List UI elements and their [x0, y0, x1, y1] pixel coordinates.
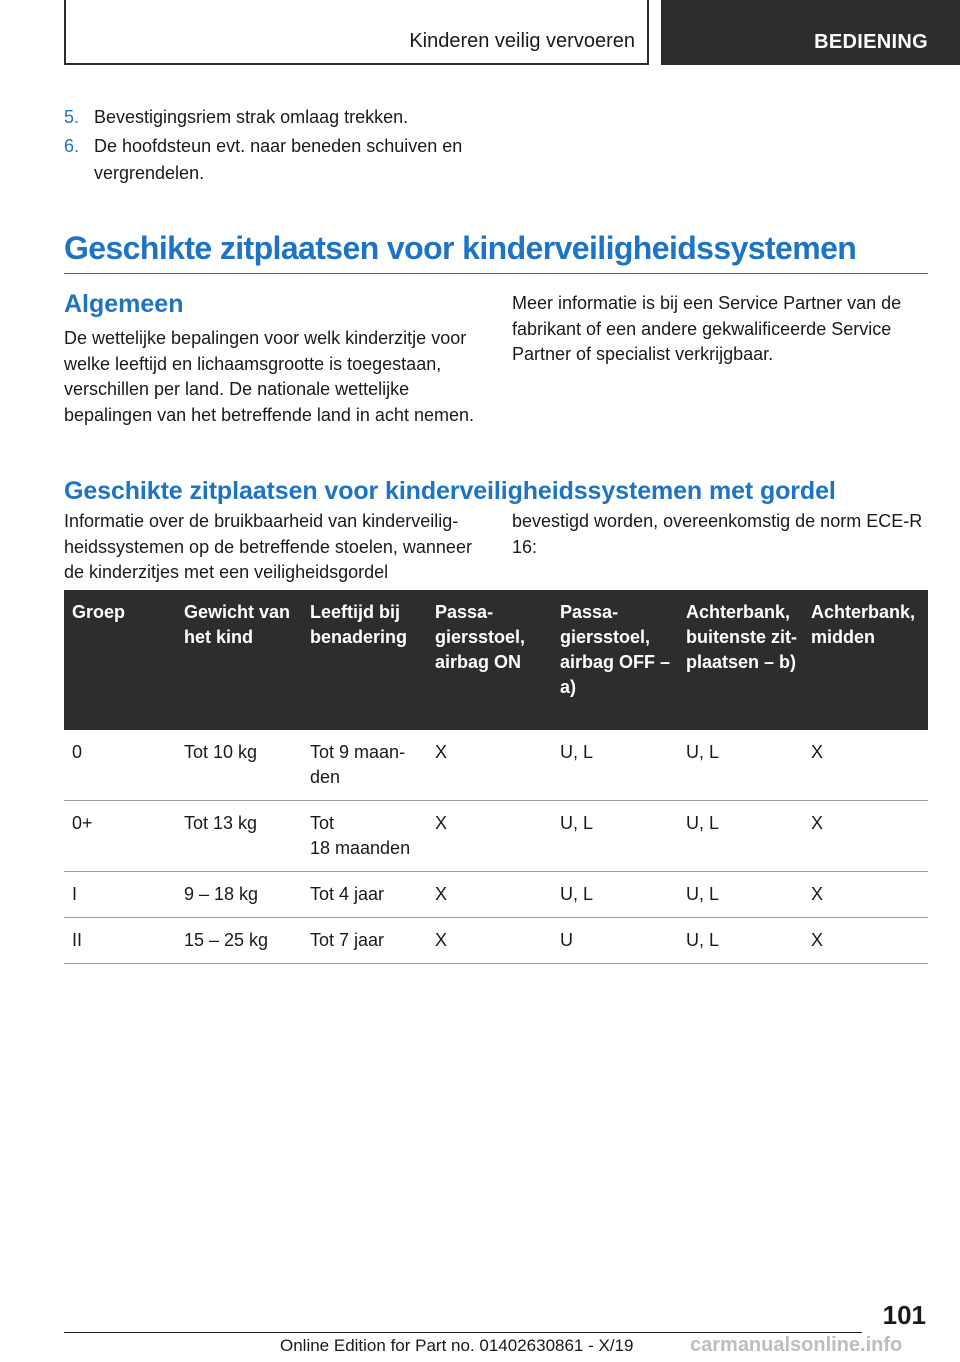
table-cell: Tot 18 maanden — [302, 801, 427, 872]
table-cell: U, L — [678, 730, 803, 801]
footer-edition: Online Edition for Part no. 01402630861 - X/19 — [280, 1336, 634, 1355]
table-cell: X — [803, 730, 928, 801]
table-cell: X — [803, 872, 928, 918]
table-header-row — [64, 590, 928, 730]
table-cell: U, L — [678, 918, 803, 964]
header-chapter-title: BEDIENING — [814, 31, 928, 53]
step-number: 6. — [64, 136, 80, 156]
table-cell: U, L — [678, 801, 803, 872]
table-cell: I — [64, 872, 176, 918]
table-cell: II — [64, 918, 176, 964]
table-cell: X — [427, 730, 552, 801]
seat-suitability-table — [64, 590, 928, 964]
header-chapter-tab — [661, 0, 960, 65]
table-cell: U, L — [552, 872, 678, 918]
gordel-right-paragraph: bevestigd worden, overeenkomstig de norm ECE-R 16: — [512, 511, 923, 557]
table-row — [64, 872, 928, 918]
table-cell: U, L — [678, 872, 803, 918]
footer-divider — [64, 1332, 862, 1333]
step-number: 5. — [64, 107, 80, 127]
table-header-cell: Achterbank, buitenste zitplaatsen – b) — [678, 590, 803, 730]
table-cell: Tot 7 jaar — [302, 918, 427, 964]
header-section-tab — [64, 0, 649, 65]
table-row — [64, 730, 928, 801]
table-cell: X — [427, 918, 552, 964]
gordel-left-paragraph: Informatie over de bruikbaarheid van kinderveiligheidssystemen op de betreffende stoelen, wanneer de kinderzitjes met een veiligheidsgordel — [64, 511, 472, 582]
table-header-cell: Passagiersstoel, airbag ON — [427, 590, 552, 730]
table-header-cell: Passagiersstoel, airbag OFF – a) — [552, 590, 678, 730]
table-cell: U, L — [552, 801, 678, 872]
page-number: 101 — [882, 1300, 926, 1330]
table-cell: Tot 9 maanden — [302, 730, 427, 801]
table-cell: 0+ — [64, 801, 176, 872]
table-cell: U, L — [552, 730, 678, 801]
page-title: Geschikte zitplaatsen voor kinderveiligheidssystemen — [64, 230, 928, 274]
step-text: Bevestigingsriem strak omlaag trekken. — [94, 107, 409, 127]
table-cell: 15 – 25 kg — [176, 918, 302, 964]
header-section-title: Kinderen veilig vervoeren — [409, 30, 635, 52]
steps-list — [64, 104, 484, 189]
table-cell: 0 — [64, 730, 176, 801]
step-text: De hoofdsteun evt. naar beneden schuiven en vergrendelen. — [94, 136, 463, 183]
table-cell: X — [427, 872, 552, 918]
gordel-heading: Geschikte zitplaatsen voor kinderveiligheidssystemen met gordel — [64, 477, 836, 505]
table-cell: X — [803, 918, 928, 964]
table-header-cell: Groep — [64, 590, 176, 730]
table-cell: U — [552, 918, 678, 964]
table-header-cell: Achterbank, midden — [803, 590, 928, 730]
algemeen-heading: Algemeen — [64, 290, 184, 318]
table-header-cell: Gewicht van het kind — [176, 590, 302, 730]
table-cell: Tot 13 kg — [176, 801, 302, 872]
step-item — [64, 133, 484, 187]
table-cell: 9 – 18 kg — [176, 872, 302, 918]
table-cell: Tot 10 kg — [176, 730, 302, 801]
step-item — [64, 104, 484, 131]
algemeen-left-paragraph: De wettelijke bepalingen voor welk kinderzitje voor welke leeftijd en lichaamsgrootte is toegestaan, verschillen per land. De nationale wettelijke bepalingen van het betreffende land in acht nemen. — [64, 328, 474, 425]
watermark: carmanualsonline.info — [690, 1334, 903, 1356]
table-cell: X — [427, 801, 552, 872]
algemeen-right-paragraph: Meer informatie is bij een Service Partner van de fabrikant of een andere gekwalificeerde Service Partner of specialist verkrijgbaar. — [512, 293, 902, 364]
table-row — [64, 918, 928, 964]
table-row — [64, 801, 928, 872]
table-cell: X — [803, 801, 928, 872]
table-header-cell: Leeftijd bij benadering — [302, 590, 427, 730]
table-cell: Tot 4 jaar — [302, 872, 427, 918]
